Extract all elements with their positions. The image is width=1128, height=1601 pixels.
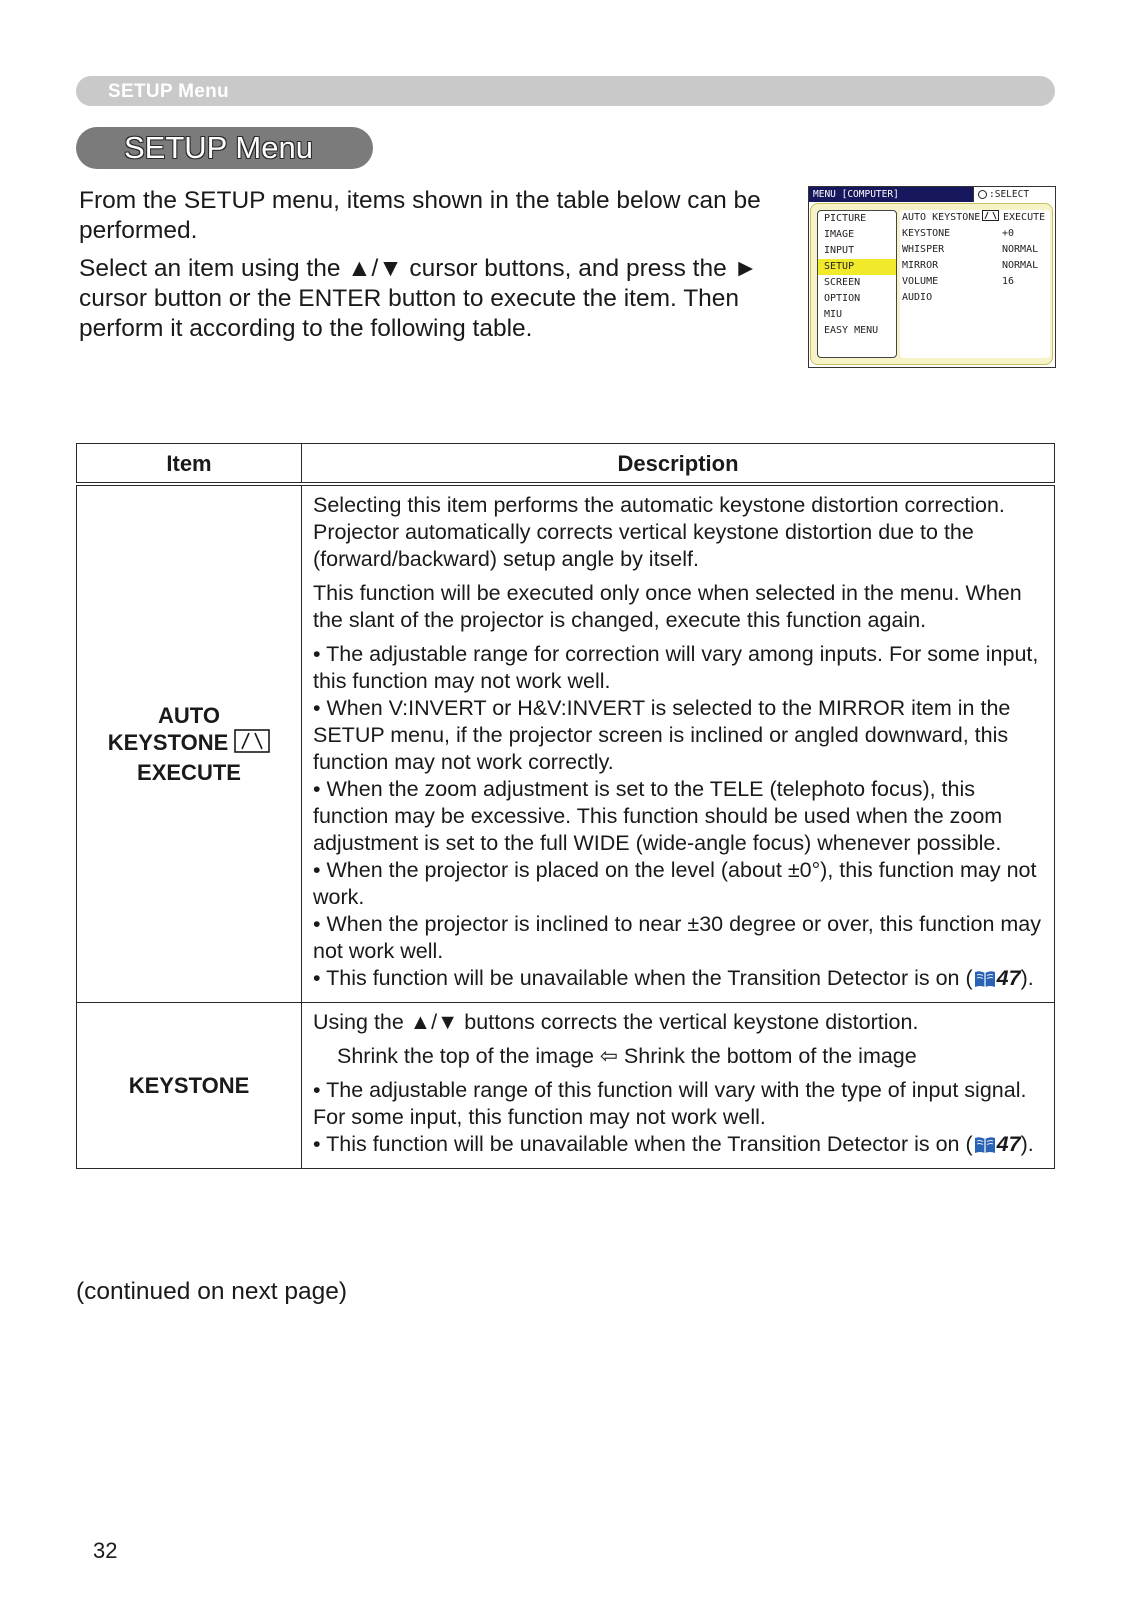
item-label-line: KEYSTONE (107, 730, 229, 755)
osd-row-value: NORMAL (1002, 244, 1039, 255)
osd-row-audio (900, 290, 1050, 306)
intro-paragraph-1: From the SETUP menu, items shown in the table below can be performed. (79, 187, 761, 244)
osd-row-whisper (900, 242, 1050, 258)
column-header-item: Item (77, 444, 302, 485)
section-header-label: SETUP Menu (108, 81, 229, 102)
osd-setup-items (900, 210, 1050, 358)
description-auto-keystone (302, 484, 1055, 1003)
intro-text (79, 186, 779, 352)
description-paragraph: This function will be executed only once when selected in the menu. When the slant of the projector is changed, execute this function again. (313, 581, 1022, 632)
osd-menu-item-setup: SETUP (818, 259, 896, 275)
osd-row-key: KEYSTONE (902, 228, 951, 239)
page-title-pill (76, 127, 373, 169)
note-bullet: • When V:INVERT or H&V:INVERT is selected to the MIRROR item in the SETUP menu, if the projector screen is inclined or angled downward, this function may not work correctly. (313, 696, 1011, 774)
osd-row-value: 16 (1002, 276, 1015, 287)
osd-title-bar (809, 187, 1055, 202)
note-bullet: • The adjustable range of this function will vary with the type of input signal. For some input, this function may not work well. (313, 1078, 1027, 1129)
osd-row-key: VOLUME (902, 276, 939, 287)
osd-row-value: +0 (1002, 228, 1015, 239)
description-keystone (302, 1003, 1055, 1169)
table-row-keystone (77, 1003, 1055, 1169)
page-number: 32 (93, 1538, 118, 1563)
osd-title: MENU [COMPUTER] (809, 187, 973, 202)
osd-menu-list (817, 210, 897, 358)
osd-row-mirror (900, 258, 1050, 274)
item-keystone: KEYSTONE (77, 1003, 302, 1169)
osd-row-volume (900, 274, 1050, 290)
osd-select-label: :SELECT (989, 189, 1030, 200)
osd-row-key: AUTO KEYSTONE (902, 212, 981, 223)
osd-row-auto-keystone (900, 210, 1050, 226)
osd-menu-item-input: INPUT (824, 245, 855, 256)
page-title: SETUP Menu (124, 130, 313, 165)
osd-menu-illustration (808, 186, 1056, 368)
note-bullet: • This function will be unavailable when the Transition Detector is on ( 47). (313, 1131, 1046, 1162)
page-reference[interactable]: 47 (996, 966, 1021, 990)
note-bullet: • The adjustable range for correction will vary among inputs. For some input, this function may not work well. (313, 642, 1039, 693)
osd-row-key: WHISPER (902, 244, 945, 255)
item-label-line: EXECUTE (137, 760, 241, 785)
osd-row-key: MIRROR (902, 260, 939, 271)
table-row-auto-keystone (77, 484, 1055, 1003)
osd-menu-item-miu: MIU (824, 309, 843, 320)
column-header-description: Description (302, 444, 1055, 485)
note-bullet: • When the projector is placed on the level (about ±0°), this function may not work. (313, 858, 1037, 909)
description-paragraph: Selecting this item performs the automatic keystone distortion correction. Projector automatically corrects vertical keystone distortion due to the (forward/backward) setup angle by itself. (313, 493, 1005, 571)
page-reference[interactable]: 47 (996, 1132, 1021, 1156)
keystone-icon (982, 210, 999, 221)
osd-menu-item-picture: PICTURE (824, 213, 867, 224)
setup-items-table (76, 443, 1055, 1169)
book-reference-icon (973, 969, 997, 996)
osd-menu-item-easy-menu: EASY MENU (824, 325, 879, 336)
table-header-row (77, 444, 1055, 485)
note-bullet: • When the projector is inclined to near ±30 degree or over, this function may not work well. (313, 912, 1042, 963)
item-label-line: AUTO (158, 703, 220, 728)
note-bullet: • This function will be unavailable when the Transition Detector is on ( 47). (313, 965, 1046, 996)
osd-menu-item-image: IMAGE (824, 229, 855, 240)
osd-row-keystone (900, 226, 1050, 242)
keystone-icon (234, 729, 270, 759)
osd-body (810, 203, 1053, 365)
description-paragraph: Shrink the top of the image ⇦ Shrink the bottom of the image (337, 1044, 917, 1068)
item-auto-keystone-execute (77, 484, 302, 1003)
osd-select-hint (973, 187, 1055, 202)
description-paragraph: Using the ▲/▼ buttons corrects the vertical keystone distortion. (313, 1010, 919, 1034)
osd-row-value: NORMAL (1002, 260, 1039, 271)
intro-paragraph-2: Select an item using the ▲/▼ cursor buttons, and press the ► cursor button or the ENTER button to execute the item. Then perform it according to the following table. (79, 255, 758, 342)
continued-note: (continued on next page) (76, 1278, 348, 1305)
osd-row-value: EXECUTE (1003, 212, 1046, 223)
section-header-bar (76, 76, 1055, 106)
osd-menu-item-option: OPTION (824, 293, 861, 304)
note-bullet: • When the zoom adjustment is set to the TELE (telephoto focus), this function may be excessive. This function should be used when the zoom adjustment is set to the full WIDE (wide-angle focus) whenever possible. (313, 777, 1003, 855)
book-reference-icon (973, 1135, 997, 1162)
osd-menu-item-screen: SCREEN (824, 277, 861, 288)
select-dial-icon (978, 190, 987, 199)
osd-row-key: AUDIO (902, 292, 933, 303)
